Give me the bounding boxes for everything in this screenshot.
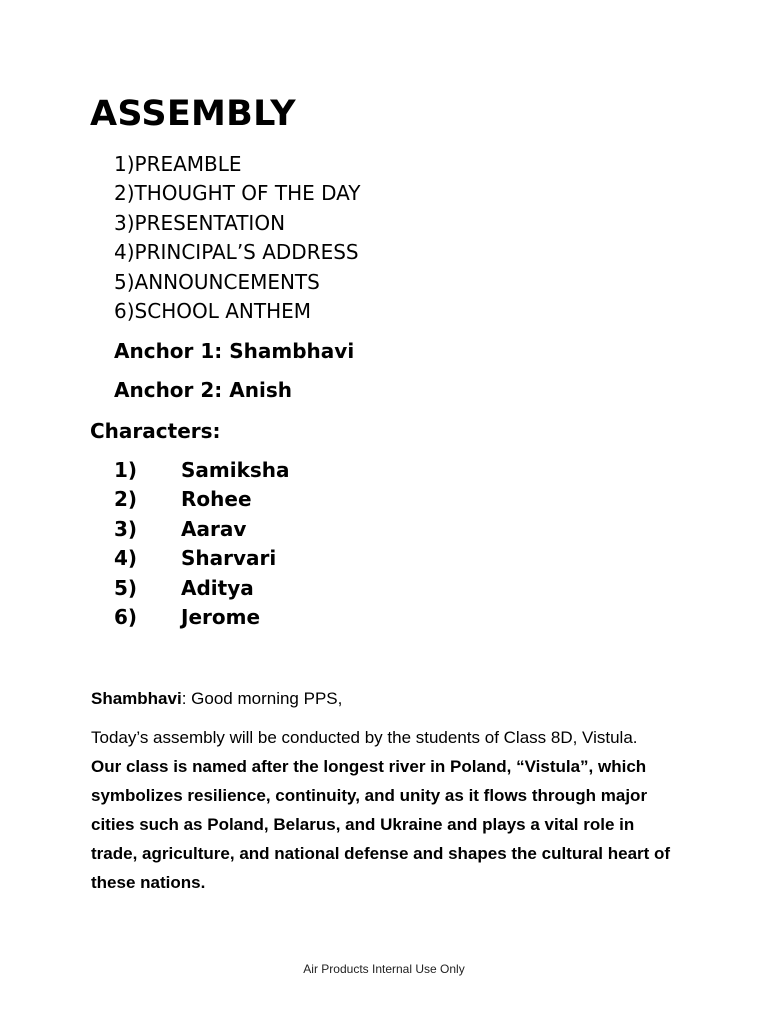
agenda-item: 3)PRESENTATION (114, 210, 286, 235)
character-item (114, 456, 290, 485)
character-number: 1) (114, 458, 138, 482)
character-name: Aarav (181, 516, 247, 541)
character-number: 5) (114, 575, 138, 600)
anchor-2: Anchor 2: Anish (114, 378, 292, 402)
character-name: Sharvari (181, 546, 277, 571)
class-description-paragraph: Our class is named after the longest river in Poland, “Vistula”, which symbolizes resilience, continuity, and unity as it flows through major cities such as Poland, Belarus, and Ukraine and plays a vital role in trade, agriculture, and national defense and shapes the cultural heart of these nations. (91, 757, 671, 892)
character-number: 6) (114, 604, 138, 629)
agenda-item: 5)ANNOUNCEMENTS (114, 269, 320, 294)
character-number: 4) (114, 546, 138, 571)
agenda-list (114, 150, 361, 326)
greeting-line (91, 684, 691, 713)
character-name: Samiksha (181, 458, 290, 482)
speaker-name: Shambhavi (91, 689, 182, 708)
intro-text: Today’s assembly will be conducted by the students of Class 8D, Vistula. (91, 728, 638, 747)
character-number: 3) (114, 516, 138, 541)
character-name: Jerome (181, 604, 261, 629)
character-name: Rohee (181, 487, 252, 512)
footer-classification: Air Products Internal Use Only (303, 962, 465, 976)
character-item (114, 574, 290, 603)
anchor-1: Anchor 1: Shambhavi (114, 339, 355, 363)
characters-heading: Characters: (90, 419, 221, 443)
character-number: 2) (114, 487, 138, 512)
character-name: Aditya (181, 575, 254, 600)
agenda-item: 6)SCHOOL ANTHEM (114, 298, 312, 323)
document-title: ASSEMBLY (90, 94, 296, 134)
agenda-item: 1)PREAMBLE (114, 152, 242, 176)
character-item (114, 603, 290, 632)
character-item (114, 485, 290, 514)
agenda-item: 2)THOUGHT OF THE DAY (114, 181, 361, 206)
character-item (114, 515, 290, 544)
agenda-item: 4)PRINCIPAL’S ADDRESS (114, 240, 359, 265)
characters-list (114, 456, 290, 632)
character-item (114, 544, 290, 573)
greeting-text: : Good morning PPS, (181, 689, 343, 708)
